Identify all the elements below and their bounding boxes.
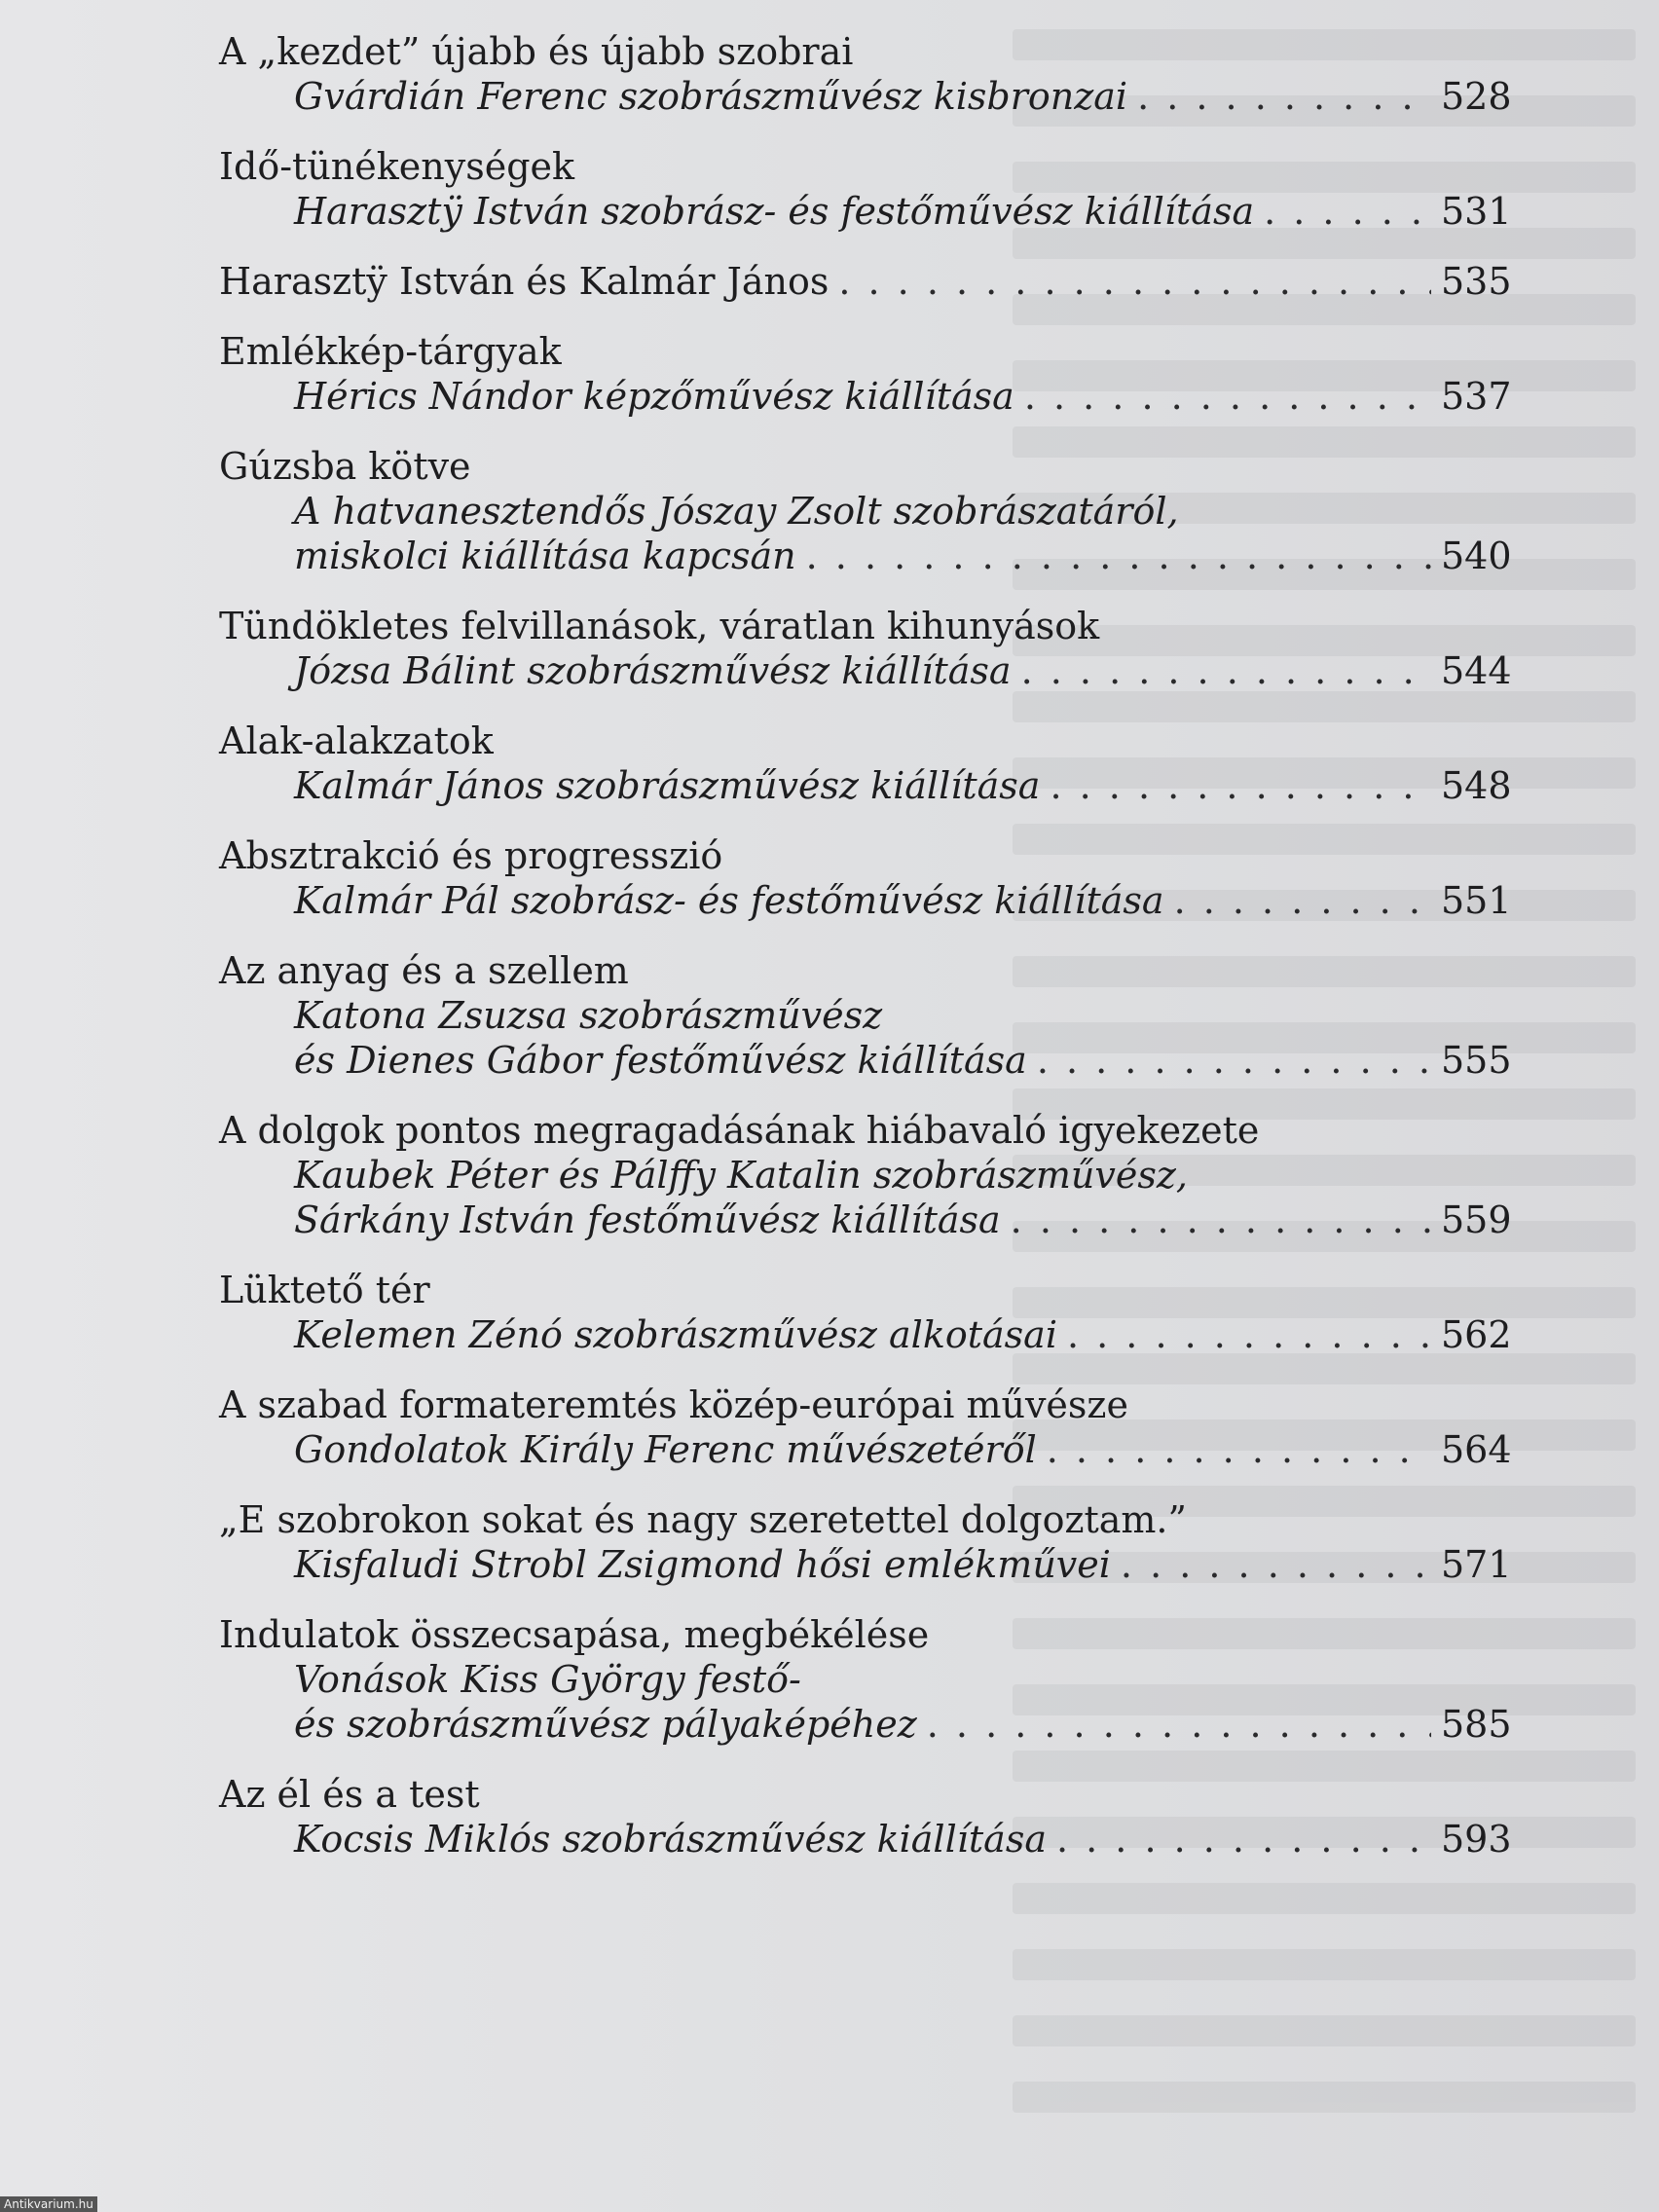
entry-title-line bbox=[219, 604, 1509, 648]
page-number: 544 bbox=[1441, 649, 1512, 692]
leader-dots bbox=[1047, 1427, 1431, 1472]
leader-dots bbox=[838, 259, 1431, 304]
toc-entry bbox=[219, 833, 1512, 923]
toc-entry bbox=[219, 1108, 1512, 1242]
entry-subtitle-line bbox=[219, 74, 1512, 119]
watermark: Antikvarium.hu bbox=[0, 2196, 97, 2212]
entry-title: „E szobrokon sokat és nagy szeretettel dolgoztam.” bbox=[219, 1498, 1187, 1541]
toc-entry bbox=[219, 719, 1512, 808]
leader-dots bbox=[1011, 1198, 1431, 1242]
entry-subtitle: Vonások Kiss György festő- bbox=[294, 1658, 801, 1701]
entry-title-line bbox=[219, 1108, 1509, 1153]
entry-title: Absztrakció és progresszió bbox=[219, 834, 723, 877]
leader-dots bbox=[1056, 1817, 1431, 1862]
entry-subtitle: Katona Zsuzsa szobrászművész bbox=[294, 994, 883, 1037]
entry-subtitle-line bbox=[219, 1427, 1512, 1472]
entry-subtitle: és Dienes Gábor festőművész kiállítása bbox=[294, 1039, 1027, 1082]
entry-subtitle-line bbox=[219, 189, 1512, 234]
leader-dots bbox=[1121, 1542, 1431, 1587]
entry-subtitle: Kalmár Pál szobrász- és festőművész kiállítása bbox=[294, 879, 1164, 922]
table-of-contents bbox=[219, 29, 1512, 1887]
entry-title-line bbox=[219, 1772, 1509, 1817]
entry-subtitle-line bbox=[219, 1153, 1509, 1198]
entry-title-line bbox=[219, 719, 1509, 763]
entry-subtitle-line bbox=[219, 1198, 1512, 1242]
leader-dots bbox=[1050, 763, 1431, 808]
entry-subtitle-line bbox=[219, 534, 1512, 578]
page-number: 551 bbox=[1441, 879, 1512, 922]
entry-title-line bbox=[219, 29, 1509, 74]
entry-subtitle-line bbox=[219, 1312, 1512, 1357]
entry-title-line bbox=[219, 144, 1509, 189]
toc-entry bbox=[219, 1772, 1512, 1862]
entry-subtitle-line bbox=[219, 1817, 1512, 1862]
entry-title-line bbox=[219, 1268, 1509, 1312]
toc-entry bbox=[219, 329, 1512, 419]
entry-subtitle: Kisfaludi Strobl Zsigmond hősi emlékművei bbox=[294, 1543, 1111, 1586]
entry-title-line bbox=[219, 1612, 1509, 1657]
leader-dots bbox=[927, 1702, 1431, 1747]
toc-entry bbox=[219, 29, 1512, 119]
entry-subtitle-line bbox=[219, 1542, 1512, 1587]
entry-title: A szabad formateremtés közép-európai művésze bbox=[219, 1383, 1128, 1426]
page-number: 562 bbox=[1441, 1313, 1512, 1356]
entry-title: Tündökletes felvillanások, váratlan kihunyások bbox=[219, 605, 1100, 647]
toc-entry bbox=[219, 259, 1512, 304]
page-number: 548 bbox=[1441, 764, 1512, 807]
entry-subtitle: A hatvanesztendős Jószay Zsolt szobrászatáról, bbox=[294, 490, 1179, 533]
entry-title: Az él és a test bbox=[219, 1773, 480, 1816]
entry-subtitle: Józsa Bálint szobrászművész kiállítása bbox=[294, 649, 1012, 692]
entry-subtitle: Sárkány István festőművész kiállítása bbox=[294, 1198, 1001, 1241]
entry-subtitle: Kocsis Miklós szobrászművész kiállítása bbox=[294, 1818, 1047, 1861]
entry-subtitle: Hérics Nándor képzőművész kiállítása bbox=[294, 375, 1014, 418]
leader-dots bbox=[1174, 878, 1431, 923]
page-number: 564 bbox=[1441, 1428, 1512, 1471]
leader-dots bbox=[1067, 1312, 1431, 1357]
entry-title: A dolgok pontos megragadásának hiábavaló igyekezete bbox=[219, 1109, 1260, 1152]
leader-dots bbox=[1024, 374, 1431, 419]
entry-subtitle-line bbox=[219, 648, 1512, 693]
page-number: 559 bbox=[1441, 1198, 1512, 1241]
entry-title-line bbox=[219, 948, 1509, 993]
entry-title-line bbox=[219, 1497, 1509, 1542]
toc-entry bbox=[219, 1612, 1512, 1747]
entry-subtitle: Kaubek Péter és Pálffy Katalin szobrászművész, bbox=[294, 1154, 1188, 1197]
entry-subtitle-line bbox=[219, 489, 1509, 534]
page-number: 535 bbox=[1441, 260, 1512, 303]
toc-entry bbox=[219, 444, 1512, 578]
entry-subtitle-line bbox=[219, 993, 1509, 1038]
toc-entry bbox=[219, 144, 1512, 234]
page-number: 555 bbox=[1441, 1039, 1512, 1082]
entry-title: Az anyag és a szellem bbox=[219, 949, 629, 992]
leader-dots bbox=[1137, 74, 1431, 119]
page-number: 540 bbox=[1441, 535, 1512, 577]
leader-dots bbox=[1021, 648, 1431, 693]
entry-subtitle: Gvárdián Ferenc szobrászművész kisbronzai bbox=[294, 75, 1128, 118]
toc-entry bbox=[219, 604, 1512, 693]
entry-title: Harasztÿ István és Kalmár János bbox=[219, 260, 830, 303]
entry-subtitle-line bbox=[219, 763, 1512, 808]
entry-title-line bbox=[219, 833, 1509, 878]
toc-entry bbox=[219, 948, 1512, 1083]
leader-dots bbox=[1264, 189, 1431, 234]
entry-subtitle: Kelemen Zénó szobrászművész alkotásai bbox=[294, 1313, 1057, 1356]
leader-dots bbox=[1037, 1038, 1431, 1083]
page-number: 585 bbox=[1441, 1703, 1512, 1746]
entry-subtitle-line bbox=[219, 1038, 1512, 1083]
entry-title: Emlékkép-tárgyak bbox=[219, 330, 562, 373]
entry-subtitle-line bbox=[219, 878, 1512, 923]
entry-subtitle-line bbox=[219, 1657, 1509, 1702]
page-number: 528 bbox=[1441, 75, 1512, 118]
entry-title-line bbox=[219, 329, 1509, 374]
entry-title: Idő-tünékenységek bbox=[219, 145, 575, 188]
entry-title-line bbox=[219, 259, 1512, 304]
entry-title-line bbox=[219, 1382, 1509, 1427]
entry-subtitle: miskolci kiállítása kapcsán bbox=[294, 535, 796, 577]
toc-entry bbox=[219, 1268, 1512, 1357]
entry-title: Alak-alakzatok bbox=[219, 719, 494, 762]
entry-subtitle: Kalmár János szobrászművész kiállítása bbox=[294, 764, 1041, 807]
entry-subtitle-line bbox=[219, 374, 1512, 419]
toc-entry bbox=[219, 1382, 1512, 1472]
entry-subtitle: Gondolatok Király Ferenc művészetéről bbox=[294, 1428, 1037, 1471]
entry-title: A „kezdet” újabb és újabb szobrai bbox=[219, 30, 854, 73]
page-number: 537 bbox=[1441, 375, 1512, 418]
entry-title-line bbox=[219, 444, 1509, 489]
entry-subtitle-line bbox=[219, 1702, 1512, 1747]
entry-subtitle: és szobrászművész pályaképéhez bbox=[294, 1703, 917, 1746]
leader-dots bbox=[806, 534, 1431, 578]
entry-subtitle: Harasztÿ István szobrász- és festőművész kiállítása bbox=[294, 190, 1255, 233]
toc-entry bbox=[219, 1497, 1512, 1587]
entry-title: Gúzsba kötve bbox=[219, 445, 471, 488]
page-number: 531 bbox=[1441, 190, 1512, 233]
page-number: 571 bbox=[1441, 1543, 1512, 1586]
entry-title: Indulatok összecsapása, megbékélése bbox=[219, 1613, 930, 1656]
page-number: 593 bbox=[1441, 1818, 1512, 1861]
entry-title: Lüktető tér bbox=[219, 1269, 430, 1311]
